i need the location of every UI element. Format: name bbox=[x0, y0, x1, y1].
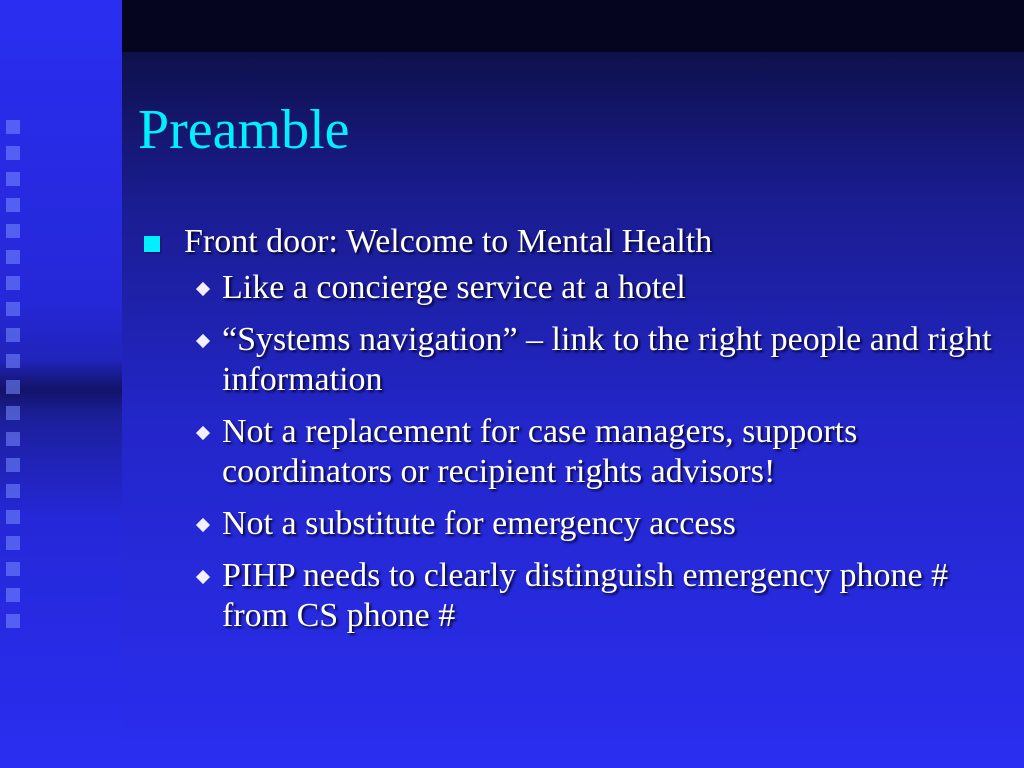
diamond-bullet-icon bbox=[196, 426, 210, 440]
diamond-bullet-icon bbox=[196, 518, 210, 532]
sub-bullet-item bbox=[194, 320, 998, 400]
diamond-bullet-icon bbox=[196, 282, 210, 296]
decorative-square bbox=[6, 458, 20, 472]
sub-bullet-text: PIHP needs to clearly distinguish emergency phone # from CS phone # bbox=[222, 557, 949, 634]
sub-bullet-item bbox=[194, 556, 998, 636]
decorative-square bbox=[6, 614, 20, 628]
square-bullet-icon bbox=[144, 236, 160, 252]
sub-bullet-item bbox=[194, 268, 998, 308]
sub-bullet-text: Like a concierge service at a hotel bbox=[222, 269, 686, 306]
bullet-text: Front door: Welcome to Mental Health bbox=[184, 223, 713, 260]
slide-title: Preamble bbox=[138, 99, 350, 161]
top-dark-bar bbox=[122, 0, 1024, 52]
sub-bullet-text: “Systems navigation” – link to the right people and right information bbox=[222, 321, 992, 398]
decorative-square bbox=[6, 276, 20, 290]
diamond-bullet-icon bbox=[196, 334, 210, 348]
decorative-square bbox=[6, 302, 20, 316]
sub-bullet-text: Not a replacement for case managers, supports coordinators or recipient rights advisors! bbox=[222, 413, 858, 490]
decorative-square bbox=[6, 562, 20, 576]
decorative-square bbox=[6, 250, 20, 264]
decorative-square-column bbox=[6, 120, 28, 640]
decorative-square bbox=[6, 380, 20, 394]
slide-body bbox=[138, 222, 998, 648]
left-decorative-strip bbox=[0, 0, 122, 768]
diamond-bullet-icon bbox=[196, 570, 210, 584]
bullet-item bbox=[138, 222, 998, 262]
sub-bullet-item bbox=[194, 504, 998, 544]
decorative-square bbox=[6, 120, 20, 134]
decorative-square bbox=[6, 510, 20, 524]
decorative-square bbox=[6, 146, 20, 160]
decorative-square bbox=[6, 354, 20, 368]
decorative-square bbox=[6, 172, 20, 186]
decorative-square bbox=[6, 484, 20, 498]
decorative-square bbox=[6, 588, 20, 602]
decorative-square bbox=[6, 198, 20, 212]
sub-bullet-text: Not a substitute for emergency access bbox=[222, 505, 736, 542]
decorative-square bbox=[6, 328, 20, 342]
decorative-square bbox=[6, 432, 20, 446]
decorative-square bbox=[6, 224, 20, 238]
sub-bullet-item bbox=[194, 412, 998, 492]
decorative-square bbox=[6, 406, 20, 420]
decorative-square bbox=[6, 536, 20, 550]
